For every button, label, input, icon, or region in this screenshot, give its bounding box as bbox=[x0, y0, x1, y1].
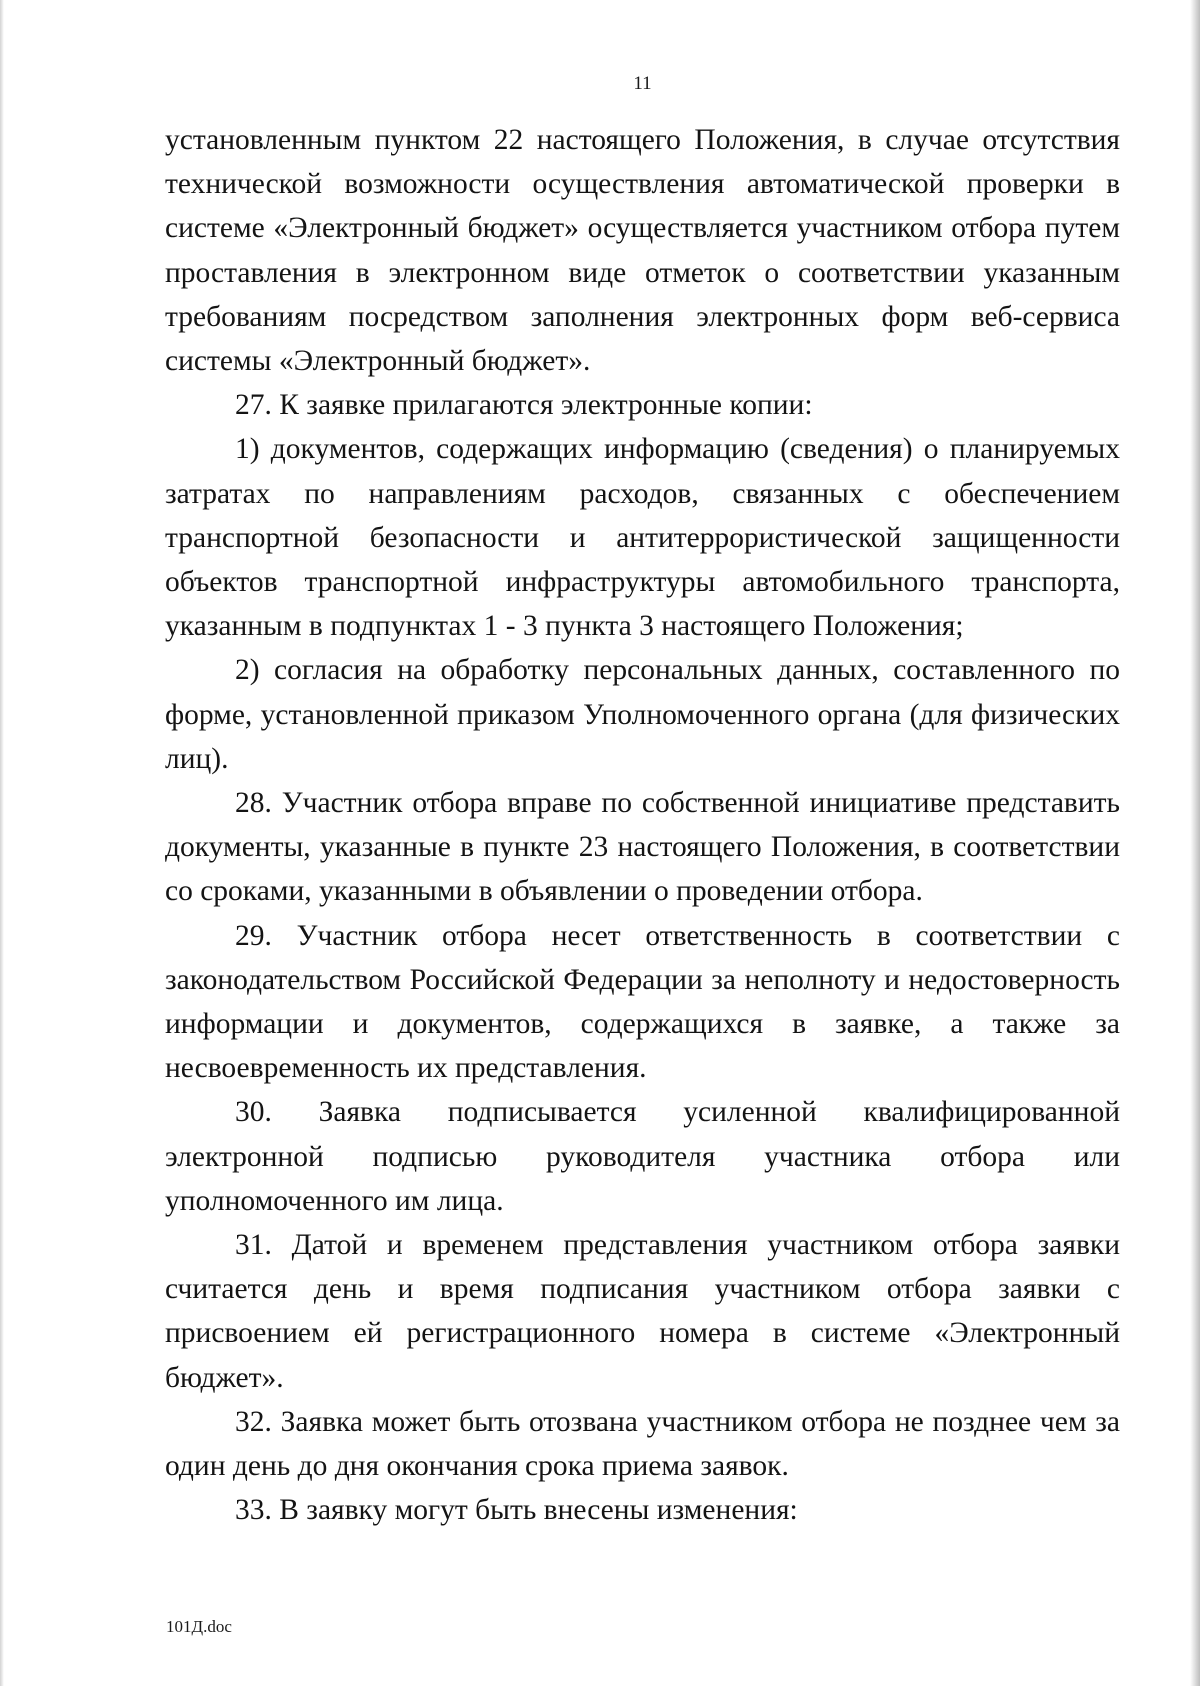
paragraph-30: 30. Заявка подписывается усиленной квалифицированной электронной подписью руководителя участника отбора или уполномоченного им лица. bbox=[165, 1096, 1120, 1217]
scan-right-edge bbox=[1190, 0, 1200, 1686]
paragraph-27-item-2: 2) согласия на обработку персональных данных, составленного по форме, установленной приказом Уполномоченного органа (для физических лиц). bbox=[165, 654, 1120, 775]
paragraph-28: 28. Участник отбора вправе по собственной инициативе представить документы, указанные в пункте 23 настоящего Положения, в соответствии со сроками, указанными в объявлении о проведении отбора. bbox=[165, 787, 1120, 908]
paragraph-31: 31. Датой и временем представления участником отбора заявки считается день и время подписания участником отбора заявки с присвоением ей регистрационного номера в системе «Электронный бюджет». bbox=[165, 1229, 1120, 1394]
scan-left-edge bbox=[0, 0, 4, 1686]
paragraph-27-item-1: 1) документов, содержащих информацию (сведения) о планируемых затратах по направлениям расходов, связанных с обеспечением транспортной безопасности и антитеррористической защищенности объектов транспортной инфраструктуры автомобильного транспорта, указанным в подпунктах 1 - 3 пункта 3 настоящего Положения; bbox=[165, 433, 1120, 643]
paragraph-33: 33. В заявку могут быть внесены изменения: bbox=[235, 1494, 798, 1527]
footer-filename: 101Д.doc bbox=[166, 1617, 232, 1636]
paragraph-32: 32. Заявка может быть отозвана участником отбора не позднее чем за один день до дня окончания срока приема заявок. bbox=[165, 1405, 1120, 1483]
paragraph-29: 29. Участник отбора несет ответственность в соответствии с законодательством Российской Федерации за неполноту и недостоверность информации и документов, содержащихся в заявке, а также за несвоевременность их представления. bbox=[165, 919, 1120, 1085]
paragraph-continuation: установленным пунктом 22 настоящего Положения, в случае отсутствия технической возможности осуществления автоматической проверки в системе «Электронный бюджет» осуществляется участником отбора путем проставления в электронном виде отметок о соответствии указанным требованиям посредством заполнения электронных форм веб-сервиса системы «Электронный бюджет». bbox=[165, 124, 1120, 378]
page-number: 11 bbox=[633, 73, 652, 94]
paragraph-27: 27. К заявке прилагаются электронные копии: bbox=[235, 389, 813, 422]
document-body bbox=[165, 118, 1120, 1533]
